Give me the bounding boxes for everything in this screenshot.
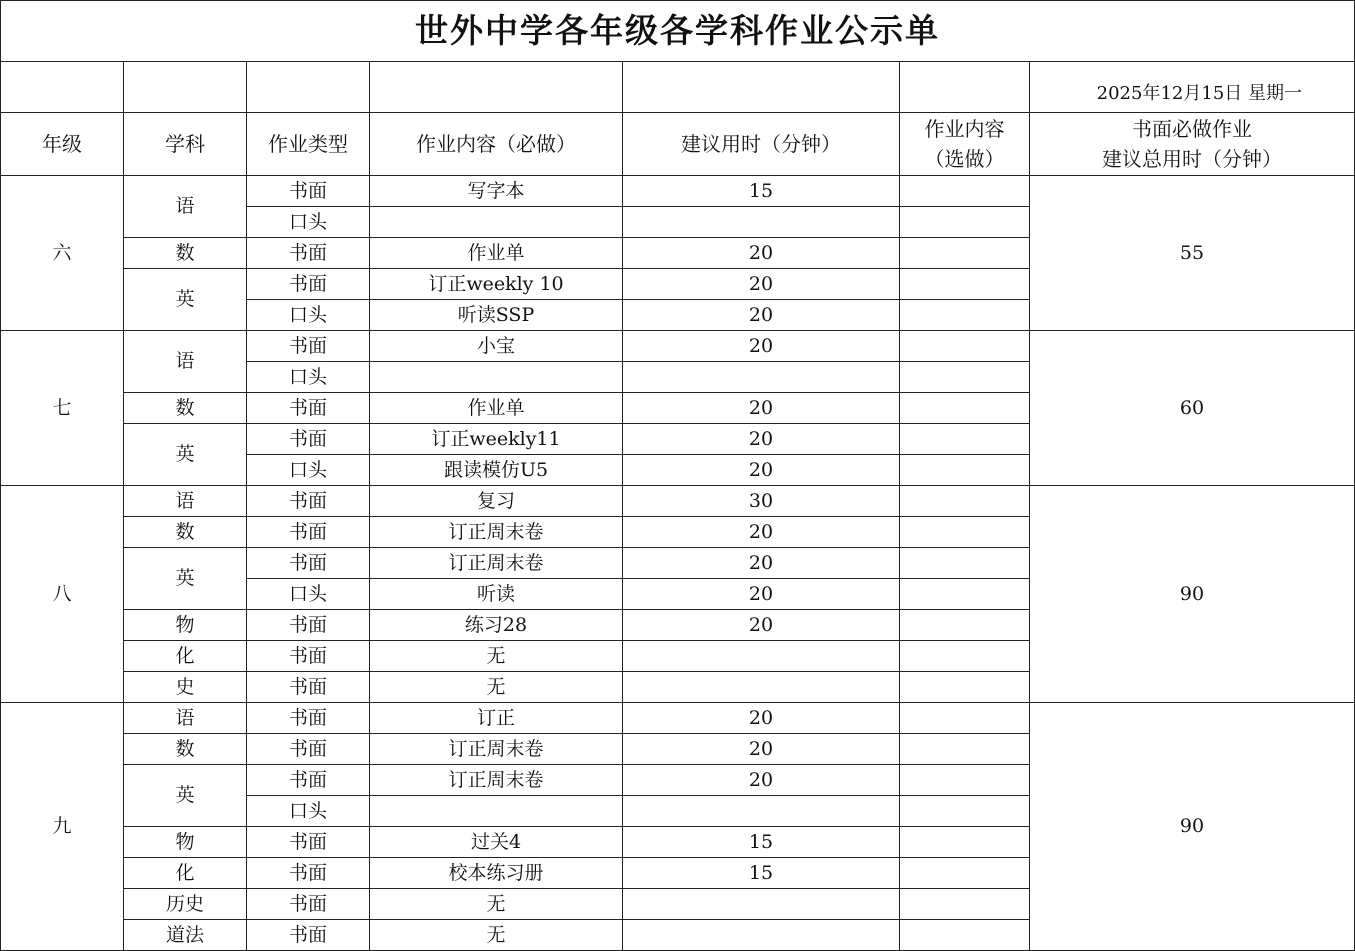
content-cell: 作业单: [370, 393, 623, 424]
time-cell: 20: [623, 455, 900, 486]
time-cell: 20: [623, 424, 900, 455]
header-type: 作业类型: [247, 113, 370, 176]
grade-cell: 八: [1, 486, 124, 703]
type-cell: 书面: [247, 827, 370, 858]
blank-cell: [623, 62, 900, 113]
content-cell: 订正: [370, 703, 623, 734]
optional-cell: [900, 517, 1030, 548]
content-cell: 复习: [370, 486, 623, 517]
content-cell: 无: [370, 641, 623, 672]
content-cell: 过关4: [370, 827, 623, 858]
time-cell: 15: [623, 858, 900, 889]
time-cell: [623, 641, 900, 672]
subject-cell: 语: [124, 703, 247, 734]
header-optional-line2: （选做）: [924, 147, 1005, 171]
optional-cell: [900, 393, 1030, 424]
time-cell: 20: [623, 300, 900, 331]
sheet-date: 2025年12月15日 星期一: [1030, 62, 1355, 113]
subject-cell: 语: [124, 486, 247, 517]
time-cell: 20: [623, 331, 900, 362]
optional-cell: [900, 207, 1030, 238]
date-row: [1, 62, 1355, 113]
type-cell: 口头: [247, 455, 370, 486]
grade-cell: 六: [1, 176, 124, 331]
time-cell: 20: [623, 703, 900, 734]
content-cell: [370, 362, 623, 393]
content-cell: 跟读模仿U5: [370, 455, 623, 486]
content-cell: [370, 207, 623, 238]
optional-cell: [900, 610, 1030, 641]
optional-cell: [900, 827, 1030, 858]
content-cell: 订正weekly 10: [370, 269, 623, 300]
time-cell: 20: [623, 548, 900, 579]
content-cell: 订正周末卷: [370, 765, 623, 796]
blank-cell: [124, 62, 247, 113]
time-cell: 20: [623, 517, 900, 548]
optional-cell: [900, 796, 1030, 827]
blank-cell: [370, 62, 623, 113]
time-cell: 15: [623, 176, 900, 207]
optional-cell: [900, 734, 1030, 765]
type-cell: 书面: [247, 331, 370, 362]
header-time: 建议用时（分钟）: [623, 113, 900, 176]
table-row: [1, 331, 1355, 362]
table-row: [1, 486, 1355, 517]
time-cell: 30: [623, 486, 900, 517]
total-time-cell: 90: [1030, 703, 1355, 951]
grade-cell: 九: [1, 703, 124, 951]
optional-cell: [900, 889, 1030, 920]
subject-cell: 数: [124, 517, 247, 548]
subject-cell: 数: [124, 238, 247, 269]
header-subject: 学科: [124, 113, 247, 176]
time-cell: 20: [623, 269, 900, 300]
content-cell: [370, 796, 623, 827]
content-cell: 订正weekly11: [370, 424, 623, 455]
total-time-cell: 55: [1030, 176, 1355, 331]
type-cell: 口头: [247, 579, 370, 610]
content-cell: 无: [370, 920, 623, 951]
time-cell: [623, 920, 900, 951]
content-cell: 写字本: [370, 176, 623, 207]
type-cell: 书面: [247, 734, 370, 765]
type-cell: 书面: [247, 858, 370, 889]
optional-cell: [900, 486, 1030, 517]
time-cell: [623, 796, 900, 827]
subject-cell: 语: [124, 331, 247, 393]
blank-cell: [1, 62, 124, 113]
type-cell: 口头: [247, 362, 370, 393]
subject-cell: 史: [124, 672, 247, 703]
content-cell: 小宝: [370, 331, 623, 362]
header-row: [1, 113, 1355, 176]
optional-cell: [900, 455, 1030, 486]
header-grade: 年级: [1, 113, 124, 176]
type-cell: 书面: [247, 610, 370, 641]
content-cell: 订正周末卷: [370, 734, 623, 765]
optional-cell: [900, 548, 1030, 579]
type-cell: 口头: [247, 300, 370, 331]
type-cell: 书面: [247, 548, 370, 579]
optional-cell: [900, 300, 1030, 331]
blank-cell: [247, 62, 370, 113]
type-cell: 书面: [247, 393, 370, 424]
time-cell: [623, 207, 900, 238]
table-row: [1, 176, 1355, 207]
type-cell: 书面: [247, 889, 370, 920]
content-cell: 听读SSP: [370, 300, 623, 331]
content-cell: 无: [370, 672, 623, 703]
subject-cell: 数: [124, 393, 247, 424]
header-total-line1: 书面必做作业: [1132, 117, 1252, 141]
total-time-cell: 90: [1030, 486, 1355, 703]
subject-cell: 化: [124, 641, 247, 672]
table-body: [1, 1, 1355, 951]
optional-cell: [900, 362, 1030, 393]
header-total: [1030, 113, 1355, 176]
content-cell: 无: [370, 889, 623, 920]
type-cell: 书面: [247, 703, 370, 734]
subject-cell: 数: [124, 734, 247, 765]
optional-cell: [900, 238, 1030, 269]
content-cell: 校本练习册: [370, 858, 623, 889]
time-cell: 20: [623, 238, 900, 269]
subject-cell: 英: [124, 424, 247, 486]
table-row: [1, 703, 1355, 734]
type-cell: 书面: [247, 486, 370, 517]
type-cell: 书面: [247, 269, 370, 300]
optional-cell: [900, 176, 1030, 207]
content-cell: 作业单: [370, 238, 623, 269]
optional-cell: [900, 703, 1030, 734]
time-cell: 20: [623, 393, 900, 424]
type-cell: 书面: [247, 176, 370, 207]
time-cell: [623, 672, 900, 703]
subject-cell: 英: [124, 548, 247, 610]
header-content: 作业内容（必做）: [370, 113, 623, 176]
blank-cell: [900, 62, 1030, 113]
title-row: [1, 1, 1355, 62]
total-time-cell: 60: [1030, 331, 1355, 486]
type-cell: 口头: [247, 207, 370, 238]
grade-cell: 七: [1, 331, 124, 486]
type-cell: 书面: [247, 517, 370, 548]
type-cell: 书面: [247, 641, 370, 672]
type-cell: 书面: [247, 920, 370, 951]
type-cell: 书面: [247, 765, 370, 796]
time-cell: 20: [623, 765, 900, 796]
optional-cell: [900, 424, 1030, 455]
time-cell: 20: [623, 734, 900, 765]
time-cell: [623, 889, 900, 920]
optional-cell: [900, 765, 1030, 796]
time-cell: 20: [623, 610, 900, 641]
content-cell: 听读: [370, 579, 623, 610]
content-cell: 练习28: [370, 610, 623, 641]
subject-cell: 历史: [124, 889, 247, 920]
optional-cell: [900, 269, 1030, 300]
subject-cell: 物: [124, 610, 247, 641]
optional-cell: [900, 331, 1030, 362]
optional-cell: [900, 858, 1030, 889]
content-cell: 订正周末卷: [370, 548, 623, 579]
type-cell: 口头: [247, 796, 370, 827]
type-cell: 书面: [247, 238, 370, 269]
optional-cell: [900, 920, 1030, 951]
time-cell: 15: [623, 827, 900, 858]
optional-cell: [900, 672, 1030, 703]
header-optional-line1: 作业内容: [924, 117, 1005, 141]
subject-cell: 英: [124, 765, 247, 827]
sheet-title: 世外中学各年级各学科作业公示单: [1, 1, 1355, 62]
header-optional: [900, 113, 1030, 176]
subject-cell: 化: [124, 858, 247, 889]
subject-cell: 道法: [124, 920, 247, 951]
optional-cell: [900, 641, 1030, 672]
optional-cell: [900, 579, 1030, 610]
subject-cell: 语: [124, 176, 247, 238]
time-cell: [623, 362, 900, 393]
subject-cell: 英: [124, 269, 247, 331]
time-cell: 20: [623, 579, 900, 610]
type-cell: 书面: [247, 672, 370, 703]
content-cell: 订正周末卷: [370, 517, 623, 548]
type-cell: 书面: [247, 424, 370, 455]
subject-cell: 物: [124, 827, 247, 858]
header-total-line2: 建议总用时（分钟）: [1102, 147, 1282, 171]
